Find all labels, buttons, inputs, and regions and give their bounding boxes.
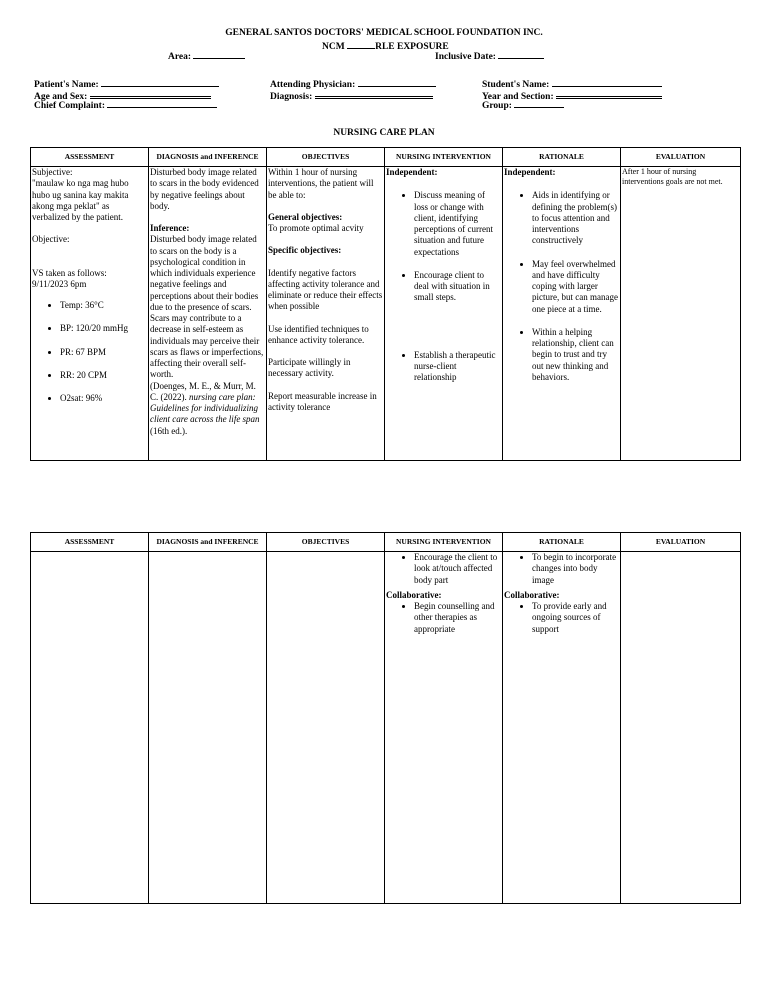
intervention-list [386,552,501,586]
table-header-row [31,533,741,552]
col-evaluation: EVALUATION [621,148,741,167]
list-item: • O2sat: 96% [60,393,147,404]
evaluation-cell [621,552,741,904]
list-item: • Encourage client to deal with situation in small steps. [414,270,501,304]
specific-objective: Participate willingly in necessary activity. [268,357,351,379]
diagnosis-label: Diagnosis: [270,92,313,102]
col-assessment: ASSESSMENT [31,533,149,552]
intervention-cell [385,167,503,461]
inference-label: Inference: [150,223,190,233]
evaluation-text: After 1 hour of nursing interventions goals are not met. [622,167,723,186]
general-objectives-text: To promote optimal acvity [268,223,364,233]
inclusive-date-label: Inclusive Date: [435,52,496,62]
ncm-suffix: RLE EXPOSURE [375,42,449,52]
attending-physician-blank[interactable] [358,78,436,87]
rationale-list [504,552,619,586]
general-objectives-label: General objectives: [268,211,343,222]
specific-objective: Identify negative factors affecting activity tolerance and eliminate or reduce their effects when possible [268,267,383,312]
group-blank[interactable] [514,99,564,108]
diagnosis-cell [149,167,267,461]
vs-date: 9/11/2023 6pm [32,278,87,289]
specific-objective: Use identified techniques to enhance activity tolerance. [268,323,369,345]
list-item: • Begin counselling and other therapies as appropriate [414,601,501,635]
attending-physician-label: Attending Physician: [270,80,356,90]
group-label: Group: [482,101,512,111]
patient-name-blank[interactable] [101,78,219,87]
objectives-cell [267,167,385,461]
rationale-cell [503,552,621,904]
col-diagnosis: DIAGNOSIS and INFERENCE [149,148,267,167]
inclusive-date-field [435,50,544,64]
specific-objective: Report measurable increase in activity tolerance [268,390,377,412]
group-field [482,99,564,113]
list-item: • PR: 67 BPM [60,347,147,358]
subjective-label: Subjective: [32,167,73,177]
area-field [168,50,245,64]
area-label: Area: [168,52,192,62]
assessment-cell [31,552,149,904]
reference-edition: (16th ed.). [150,425,188,436]
col-rationale: RATIONALE [503,148,621,167]
list-item: • RR: 20 CPM [60,370,147,381]
diagnosis-field [270,89,433,104]
vitals-list [32,300,147,404]
list-item: • Within a helping relationship, client can begin to trust and try out new thinking and behaviors. [532,327,619,383]
chief-complaint-blank[interactable] [107,99,217,108]
objective-label: Objective: [32,234,70,245]
rationale-list [504,190,619,383]
chief-complaint-label: Chief Complaint: [34,101,105,111]
table-row [31,167,741,461]
year-section-blank[interactable] [556,89,662,99]
ncm-line [322,40,449,54]
col-objectives: OBJECTIVES [267,148,385,167]
school-name: GENERAL SANTOS DOCTORS' MEDICAL SCHOOL FOUNDATION INC. [225,28,543,38]
col-diagnosis: DIAGNOSIS and INFERENCE [149,533,267,552]
collaborative-list [386,601,501,635]
list-item: • Establish a therapeutic nurse-client relationship [414,350,501,384]
objectives-cell [267,552,385,904]
inference-text: Disturbed body image related to scars on the body is a psychological condition in which individuals experience negative feelings and perceptions about their bodies due to the presence of scars. Scars may contribute to a decrease in self-esteem as individuals may perceive their scars as flaws or imperfections, affecting their overall self-worth. [150,234,264,380]
list-item: • Temp: 36°C [60,300,147,311]
ncm-blank[interactable] [347,40,375,49]
rationale-cell [503,167,621,461]
list-item: • Aids in identifying or defining the problem(s) to focus attention and interventions constructively [532,190,619,246]
diagnosis-statement: Disturbed body image related to scars in the body evidenced by negative feelings about body. [150,167,259,211]
col-intervention: NURSING INTERVENTION [385,533,503,552]
diagnosis-blank[interactable] [315,89,433,99]
collaborative-label: Collaborative: [504,589,560,600]
list-item: • To begin to incorporate changes into body image [532,552,619,586]
student-name-blank[interactable] [552,78,662,87]
ncm-prefix: NCM [322,42,345,52]
age-sex-label: Age and Sex: [34,92,88,102]
intervention-cell [385,552,503,904]
reference-title: nursing care plan: Guidelines for individualizing client care across the life span [150,391,260,425]
care-plan-table-2 [30,532,741,904]
page-title: NURSING CARE PLAN [333,128,435,138]
vs-label: VS taken as follows: [32,267,107,278]
col-evaluation: EVALUATION [621,533,741,552]
col-objectives: OBJECTIVES [267,533,385,552]
age-sex-blank[interactable] [90,89,211,99]
list-item: • May feel overwhelmed and have difficulty coping with larger picture, but can manage one piece at a time. [532,259,619,315]
assessment-cell [31,167,149,461]
subjective-text: "maulaw ko nga mag hubo hubo ug sanina kay makita akong mga peklat" as verbalized by the patient. [32,178,129,222]
col-assessment: ASSESSMENT [31,148,149,167]
reference [150,381,265,437]
area-blank[interactable] [193,50,245,59]
reference-authors: (Doenges, M. E., & Murr, M. C. (2022). [150,380,256,402]
patient-name-label: Patient's Name: [34,80,99,90]
col-rationale: RATIONALE [503,533,621,552]
student-name-label: Student's Name: [482,80,550,90]
year-section-label: Year and Section: [482,92,554,102]
list-item: • Discuss meaning of loss or change with client, identifying perceptions of current situation and future expectations [414,190,501,258]
list-item: • To provide early and ongoing sources of support [532,601,619,635]
independent-label: Independent: [504,167,556,177]
objectives-intro: Within 1 hour of nursing interventions, the patient will be able to: [268,167,374,200]
chief-complaint-field [34,99,217,113]
specific-objectives-label: Specific objectives: [268,245,342,256]
diagnosis-cell [149,552,267,904]
inclusive-date-blank[interactable] [498,50,544,59]
table-row [31,552,741,904]
table-header-row [31,148,741,167]
list-item: • Encourage the client to look at/touch affected body part [414,552,501,586]
evaluation-cell [621,167,741,461]
list-item: • BP: 120/20 mmHg [60,323,147,334]
intervention-list [386,190,501,383]
care-plan-table-1 [30,147,741,461]
col-intervention: NURSING INTERVENTION [385,148,503,167]
collaborative-label: Collaborative: [386,589,442,600]
collaborative-list [504,601,619,635]
independent-label: Independent: [386,167,438,177]
